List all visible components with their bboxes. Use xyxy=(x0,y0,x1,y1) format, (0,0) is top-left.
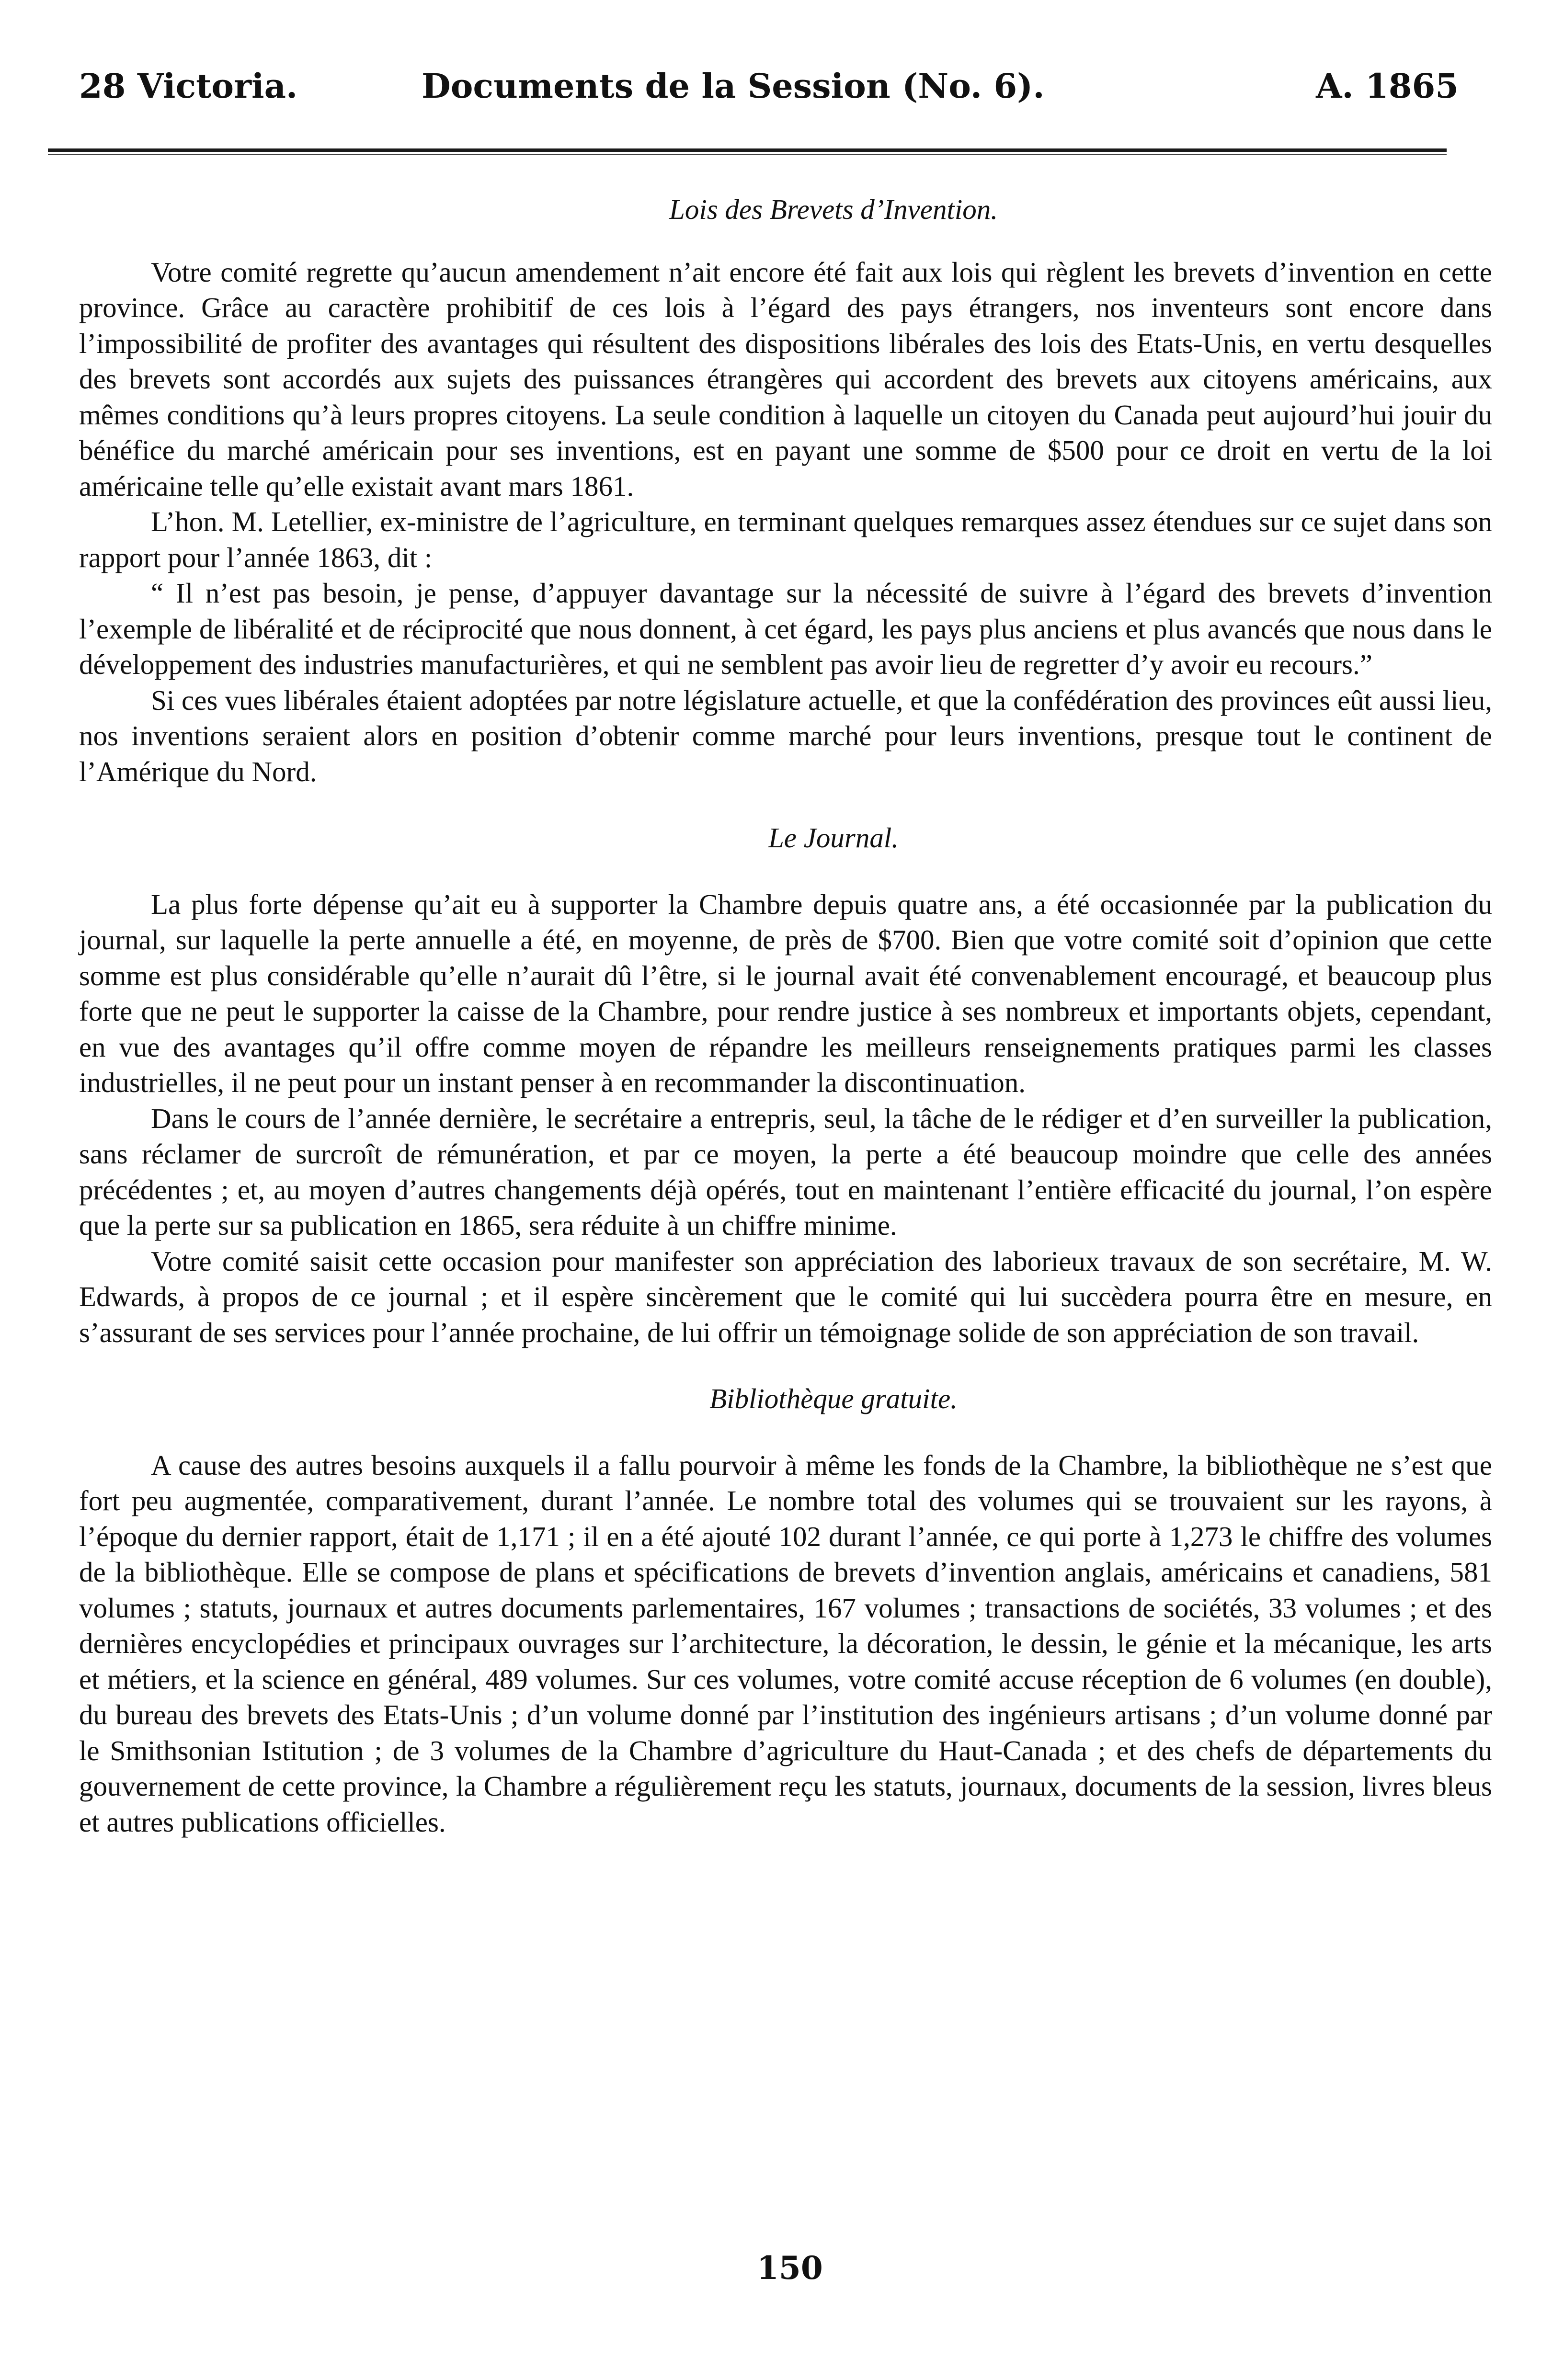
header-year: A. 1865 xyxy=(1316,66,1459,106)
section-title-journal: Le Journal. xyxy=(768,822,899,854)
paragraph: La plus forte dépense qu’ait eu à supporter la Chambre depuis quatre ans, a été occasionnée par la publication du journal, sur laquelle la perte annuelle a été, en moyenne, de près de $700. Bien que votre comité soit d’opinion que cette somme est plus considérable qu’elle n’aurait dû l’être, si le journal avait été convenablement encouragé, et beaucoup plus forte que ne peut le supporter la caisse de la Chambre, pour rendre justice à ses nombreux et importants objets, cependant, en vue des avantages qu’il offre comme moyen de répandre les meilleurs renseignements pratiques parmi les classes industrielles, il ne peut pour un instant penser à en recommander la discontinuation. xyxy=(79,888,1492,1098)
paragraph: L’hon. M. Letellier, ex-ministre de l’agriculture, en terminant quelques remarques assez étendues sur ce sujet dans son rapport pour l’année 1863, dit : xyxy=(79,506,1492,573)
header-title: Documents de la Session (No. 6). xyxy=(422,66,1045,106)
paragraph: Si ces vues libérales étaient adoptées par notre législature actuelle, et que la confédération des provinces eût aussi lieu, nos inventions seraient alors en position d’obtenir comme marché pour leurs inventions, presque tout le continent de l’Amérique du Nord. xyxy=(79,684,1492,787)
paragraph: Votre comité saisit cette occasion pour manifester son appréciation des laborieux travaux de son secrétaire, M. W. Edwards, à propos de ce journal ; et il espère sincèrement que le comité qui lui succèdera pourra être en mesure, en s’assurant de ses services pour l’année prochaine, de lui offrir un témoignage solide de son appréciation de son travail. xyxy=(79,1245,1492,1348)
body-text xyxy=(79,192,1492,1840)
section-title-bibliotheque: Bibliothèque gratuite. xyxy=(709,1383,958,1414)
spacer xyxy=(79,228,1492,254)
header-volume: 28 Victoria. xyxy=(79,66,298,106)
paragraph: Votre comité regrette qu’aucun amendement n’ait encore été fait aux lois qui règlent les brevets d’invention en cette province. Grâce au caractère prohibitif de ces lois à l’égard des pays étrangers, nos inventeurs sont encore dans l’impossibilité de profiter des avantages qui résultent des dispositions libérales des lois des Etats-Unis, en vertu desquelles des brevets sont accordés aux sujets des puissances étrangères qui accordent des brevets aux citoyens américains, aux mêmes conditions qu’à leurs propres citoyens. La seule condition à laquelle un citoyen du Canada peut aujourd’hui jouir du bénéfice du marché américain pour ses inventions, est en payant une somme de $500 pour ce droit en vertu de la loi américaine telle qu’elle existait avant mars 1861. xyxy=(79,256,1492,502)
page-number: 150 xyxy=(757,2249,823,2287)
quotation-paragraph: “ Il n’est pas besoin, je pense, d’appuyer davantage sur la nécessité de suivre à l’égard des brevets d’invention l’exemple de libéralité et de réciprocité que nous donnent, à cet égard, les pays plus anciens et plus avancés que nous dans le développement des industries manufacturières, et qui ne semblent pas avoir lieu de regretter d’y avoir eu recours.” xyxy=(79,577,1492,680)
running-header xyxy=(79,65,1459,108)
section-title-brevets: Lois des Brevets d’Invention. xyxy=(669,194,998,225)
header-rule-thin xyxy=(48,154,1447,155)
header-rule xyxy=(48,148,1447,152)
paragraph: A cause des autres besoins auxquels il a fallu pourvoir à même les fonds de la Chambre, la bibliothèque ne s’est que fort peu augmentée, comparativement, durant l’année. Le nombre total des volumes qui se trouvaient sur les rayons, à l’époque du dernier rapport, était de 1,171 ; il en a été ajouté 102 durant l’année, ce qui porte à 1,273 le chiffre des volumes de la bibliothèque. Elle se compose de plans et spécifications de brevets d’invention anglais, américains et canadiens, 581 volumes ; statuts, journaux et autres documents parlementaires, 167 volumes ; transactions de sociétés, 33 volumes ; et des dernières encyclopédies et principaux ouvrages sur l’architecture, la décoration, le dessin, le génie et la mécanique, les arts et métiers, et la science en général, 489 volumes. Sur ces volumes, votre comité accuse réception de 6 volumes (en double), du bureau des brevets des Etats-Unis ; d’un volume donné par l’institution des ingénieurs artisans ; d’un volume donné par le Smithsonian Istitution ; de 3 volumes de la Chambre d’agriculture du Haut-Canada ; et des chefs de départements du gouvernement de cette province, la Chambre a régulièrement reçu les statuts, journaux, documents de la session, livres bleus et autres publications officielles. xyxy=(79,1449,1492,1838)
paragraph: Dans le cours de l’année dernière, le secrétaire a entrepris, seul, la tâche de le rédiger et d’en surveiller la publication, sans réclamer de surcroît de rémunération, et par ce moyen, la perte a été beaucoup moindre que celle des années précédentes ; et, au moyen d’autres changements déjà opérés, tout en maintenant l’entière efficacité du journal, l’on espère que la perte sur sa publication en 1865, sera réduite à un chiffre minime. xyxy=(79,1102,1492,1241)
